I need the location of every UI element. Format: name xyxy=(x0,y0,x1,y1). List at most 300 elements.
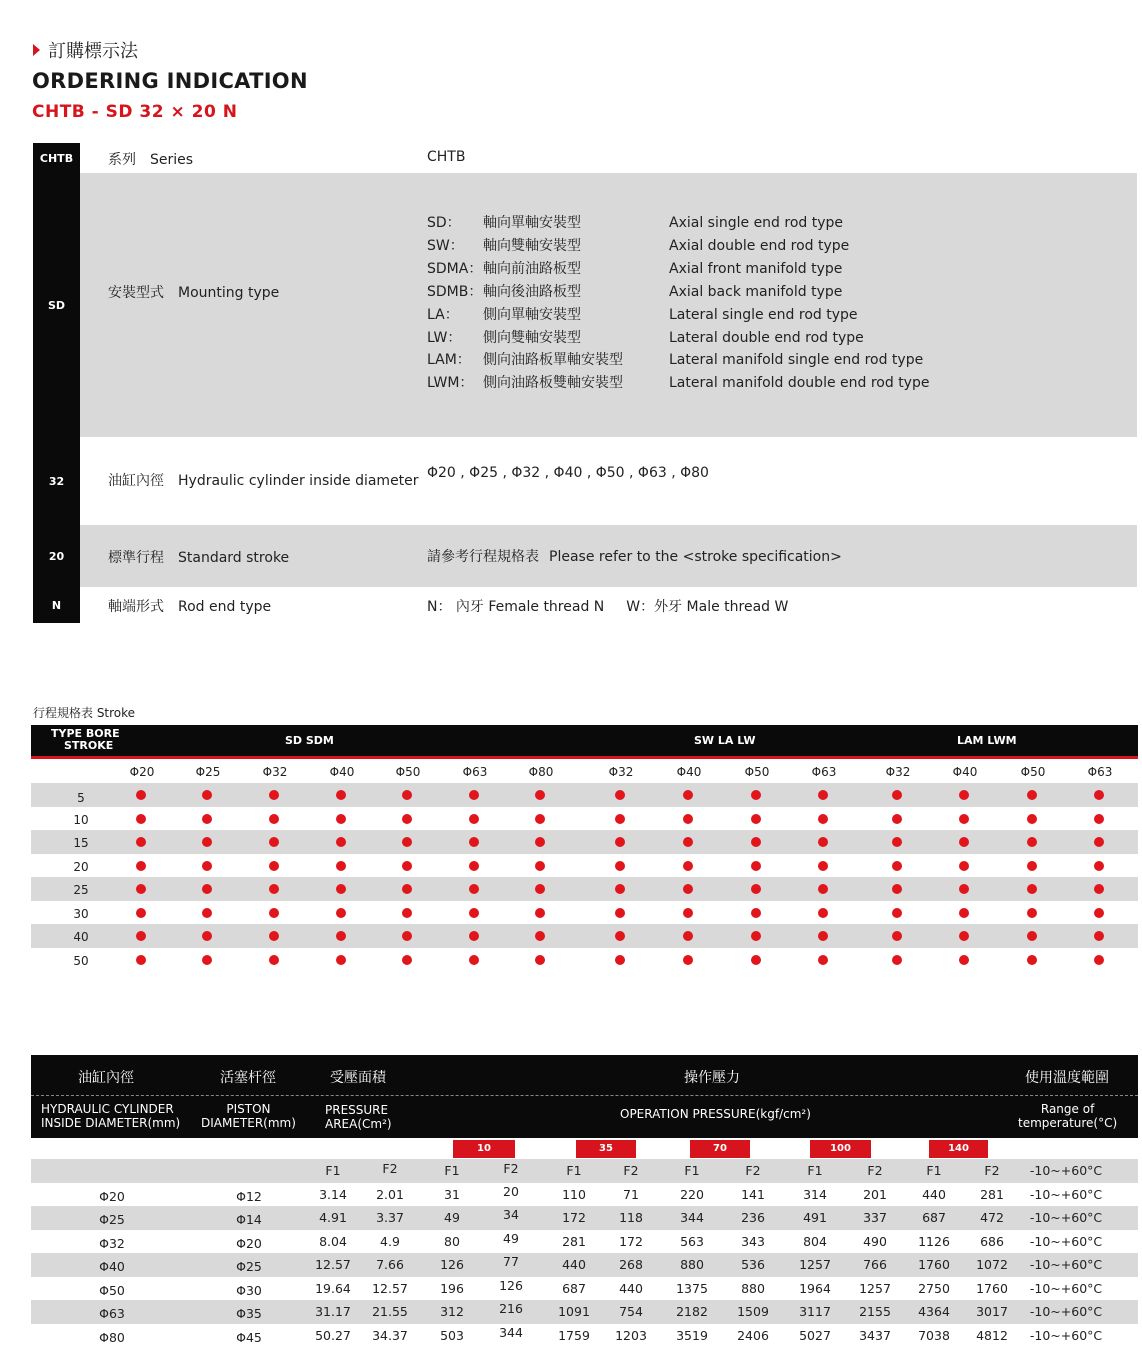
pressure-cell: 314 xyxy=(803,1186,827,1202)
head-zh-bore: 油缸內徑 xyxy=(78,1070,134,1086)
pressure-cell: 4.91 xyxy=(319,1210,347,1225)
stroke-value: 10 xyxy=(73,812,89,827)
availability-dot-icon xyxy=(1027,861,1037,871)
pressure-cell: -10~+60°C xyxy=(1029,1210,1103,1225)
mounting-code: LW： xyxy=(427,329,462,346)
pressure-cell: Φ20 xyxy=(99,1188,125,1204)
availability-dot-icon xyxy=(269,790,279,800)
availability-dot-icon xyxy=(683,814,693,824)
pressure-cell: 1509 xyxy=(737,1304,769,1319)
pressure-cell: 21.55 xyxy=(372,1304,408,1319)
bore-column-header: Φ80 xyxy=(528,765,554,779)
pressure-level-140: 140 xyxy=(929,1140,988,1158)
mounting-code: LWM： xyxy=(427,375,474,392)
stroke-row xyxy=(31,807,1138,831)
availability-dot-icon xyxy=(336,814,346,824)
pressure-cell: -10~+60°C xyxy=(1029,1304,1103,1319)
bore-column-header: Φ40 xyxy=(676,765,702,779)
availability-dot-icon xyxy=(615,908,625,918)
head-zh-area: 受壓面積 xyxy=(330,1070,386,1086)
bore-column-header: Φ63 xyxy=(1087,765,1113,779)
availability-dot-icon xyxy=(751,884,761,894)
availability-dot-icon xyxy=(615,790,625,800)
pressure-cell: 71 xyxy=(623,1186,639,1202)
type-bore-stroke-label: TYPE BORE STROKE xyxy=(51,727,120,752)
mounting-name-en: Axial front manifold type xyxy=(669,260,843,277)
availability-dot-icon xyxy=(402,884,412,894)
force-column-label: F2 xyxy=(984,1163,1000,1178)
ordering-row-stroke xyxy=(48,525,1137,587)
availability-dot-icon xyxy=(818,837,828,847)
availability-dot-icon xyxy=(269,814,279,824)
pressure-cell: 77 xyxy=(503,1254,519,1269)
availability-dot-icon xyxy=(1027,931,1037,941)
pressure-cell: 34 xyxy=(503,1207,519,1222)
pressure-cell: Φ20 xyxy=(236,1235,262,1251)
pressure-cell: -10~+60°C xyxy=(1029,1327,1103,1343)
group-label-lam-lwm: LAM LWM xyxy=(957,734,1017,747)
availability-dot-icon xyxy=(818,861,828,871)
availability-dot-icon xyxy=(751,837,761,847)
bore-column-header: Φ40 xyxy=(952,765,978,779)
order-code-example: CHTB - SD 32 × 20 N xyxy=(32,102,238,122)
pressure-cell: Φ30 xyxy=(236,1282,262,1298)
availability-dot-icon xyxy=(683,837,693,847)
availability-dot-icon xyxy=(1094,861,1104,871)
availability-dot-icon xyxy=(402,814,412,824)
pressure-level-10: 10 xyxy=(453,1140,515,1158)
pressure-cell: 236 xyxy=(741,1210,765,1225)
pressure-cell: 880 xyxy=(741,1280,765,1296)
pressure-cell: 50.27 xyxy=(315,1327,351,1343)
availability-dot-icon xyxy=(336,931,346,941)
section-subtitle xyxy=(33,38,138,62)
row-label: 標準行程 Standard stroke xyxy=(108,550,290,566)
availability-dot-icon xyxy=(959,814,969,824)
row-code: CHTB xyxy=(39,151,74,165)
pressure-cell: 118 xyxy=(619,1210,643,1225)
pressure-cell: 1964 xyxy=(799,1280,831,1296)
force-column-label: F2 xyxy=(867,1163,883,1178)
availability-dot-icon xyxy=(615,931,625,941)
mounting-name-zh: 軸向單軸安裝型 xyxy=(483,215,581,231)
availability-dot-icon xyxy=(959,837,969,847)
stroke-row xyxy=(31,901,1138,925)
pressure-cell: 491 xyxy=(803,1210,827,1225)
force-column-label: F1 xyxy=(684,1163,700,1178)
pressure-cell: 5027 xyxy=(799,1327,831,1343)
availability-dot-icon xyxy=(402,790,412,800)
availability-dot-icon xyxy=(892,861,902,871)
pressure-cell: 4812 xyxy=(976,1327,1008,1343)
availability-dot-icon xyxy=(1094,931,1104,941)
pressure-cell: Φ12 xyxy=(236,1188,262,1204)
pressure-cell: 687 xyxy=(922,1210,946,1225)
pressure-cell: 337 xyxy=(863,1210,887,1225)
stroke-value: 40 xyxy=(73,930,89,944)
availability-dot-icon xyxy=(535,790,545,800)
availability-dot-icon xyxy=(1094,814,1104,824)
stroke-value: 20 xyxy=(73,859,89,874)
group-label-sd-sdm: SD SDM xyxy=(285,734,334,747)
availability-dot-icon xyxy=(269,884,279,894)
availability-dot-icon xyxy=(892,955,902,965)
availability-dot-icon xyxy=(683,790,693,800)
pressure-table-row xyxy=(31,1300,1138,1324)
triangle-bullet-icon xyxy=(33,44,40,56)
pressure-cell: 220 xyxy=(680,1186,704,1202)
mounting-name-en: Axial single end rod type xyxy=(669,215,844,231)
bore-column-header: Φ32 xyxy=(262,765,288,779)
row-code: 32 xyxy=(48,474,65,488)
mounting-type-item xyxy=(427,235,849,257)
stroke-row xyxy=(31,924,1138,948)
pressure-cell: 490 xyxy=(863,1233,887,1249)
force-column-label: F2 xyxy=(503,1161,519,1176)
mounting-type-item xyxy=(427,349,923,371)
stroke-value: 25 xyxy=(73,883,89,897)
mounting-name-en: Axial back manifold type xyxy=(669,283,843,300)
pressure-cell: Φ25 xyxy=(236,1259,262,1274)
pressure-cell: 2.01 xyxy=(376,1186,404,1202)
ordering-row-series xyxy=(39,143,1137,173)
mounting-type-item xyxy=(427,372,929,394)
availability-dot-icon xyxy=(136,955,146,965)
mounting-type-item xyxy=(427,327,864,349)
availability-dot-icon xyxy=(683,931,693,941)
availability-dot-icon xyxy=(1094,884,1104,894)
availability-dot-icon xyxy=(683,861,693,871)
pressure-level-100: 100 xyxy=(810,1140,871,1158)
availability-dot-icon xyxy=(818,908,828,918)
pressure-cell: 3.37 xyxy=(376,1210,404,1225)
pressure-cell: 1126 xyxy=(918,1233,950,1249)
pressure-cell: 804 xyxy=(803,1233,827,1249)
bore-column-header: Φ40 xyxy=(329,765,355,779)
pressure-cell: 1091 xyxy=(558,1304,590,1319)
pressure-cell: 110 xyxy=(562,1186,586,1202)
pressure-table-header xyxy=(31,1055,1138,1138)
stroke-value: 5 xyxy=(77,791,85,805)
availability-dot-icon xyxy=(892,908,902,918)
availability-dot-icon xyxy=(751,908,761,918)
pressure-table-row xyxy=(31,1206,1138,1230)
pressure-cell: Φ80 xyxy=(99,1329,125,1345)
availability-dot-icon xyxy=(751,861,761,871)
stroke-table-header xyxy=(31,725,1138,756)
pressure-cell: 440 xyxy=(562,1257,586,1272)
availability-dot-icon xyxy=(202,884,212,894)
availability-dot-icon xyxy=(535,837,545,847)
pressure-cell: 172 xyxy=(619,1233,643,1249)
pressure-cell: 1257 xyxy=(799,1257,831,1272)
pressure-cell: 2750 xyxy=(918,1280,950,1296)
head-en-piston: PISTON DIAMETER(mm) xyxy=(201,1102,296,1130)
availability-dot-icon xyxy=(1027,837,1037,847)
availability-dot-icon xyxy=(402,955,412,965)
availability-dot-icon xyxy=(202,908,212,918)
availability-dot-icon xyxy=(535,814,545,824)
availability-dot-icon xyxy=(402,931,412,941)
pressure-cell: 80 xyxy=(444,1233,460,1249)
bore-column-header: Φ50 xyxy=(1020,765,1046,779)
mounting-type-item xyxy=(427,258,842,280)
stroke-value: 50 xyxy=(73,953,89,968)
pressure-cell: 31.17 xyxy=(315,1304,351,1319)
pressure-table-row xyxy=(31,1253,1138,1277)
availability-dot-icon xyxy=(1027,814,1037,824)
stroke-row xyxy=(31,830,1138,854)
row-value: N： 內牙 Female thread N W：外牙 Male thread W xyxy=(427,599,789,615)
availability-dot-icon xyxy=(892,814,902,824)
availability-dot-icon xyxy=(202,931,212,941)
availability-dot-icon xyxy=(336,908,346,918)
head-zh-piston: 活塞杆徑 xyxy=(220,1070,276,1086)
head-en-pressure: OPERATION PRESSURE(kgf/cm²) xyxy=(620,1107,811,1121)
availability-dot-icon xyxy=(818,884,828,894)
subtitle-text: 訂購標示法 xyxy=(48,41,138,62)
availability-dot-icon xyxy=(469,790,479,800)
ordering-table xyxy=(33,143,1137,623)
mounting-name-zh: 軸向後油路板型 xyxy=(483,283,581,300)
availability-dot-icon xyxy=(136,861,146,871)
pressure-table-row xyxy=(31,1230,1138,1254)
pressure-cell: 7.66 xyxy=(376,1257,404,1272)
pressure-table-row xyxy=(31,1324,1138,1348)
bore-column-header: Φ20 xyxy=(129,765,155,779)
mounting-name-zh: 側向油路板雙軸安裝型 xyxy=(483,375,623,392)
stroke-row xyxy=(31,783,1138,807)
availability-dot-icon xyxy=(469,931,479,941)
availability-dot-icon xyxy=(615,814,625,824)
pressure-cell: 3117 xyxy=(799,1304,831,1319)
mounting-type-item xyxy=(427,304,858,326)
pressure-cell: 216 xyxy=(499,1301,523,1316)
availability-dot-icon xyxy=(818,931,828,941)
pressure-cell: 141 xyxy=(741,1186,765,1202)
pressure-cell: -10~+60°C xyxy=(1029,1280,1103,1296)
availability-dot-icon xyxy=(469,884,479,894)
force-column-label: F2 xyxy=(745,1163,761,1178)
pressure-cell: 312 xyxy=(440,1304,464,1319)
pressure-cell: 1375 xyxy=(676,1280,708,1296)
force-column-label: -10~+60°C xyxy=(1029,1163,1103,1178)
pressure-cell: 440 xyxy=(922,1186,946,1202)
availability-dot-icon xyxy=(136,814,146,824)
pressure-cell: Φ50 xyxy=(99,1282,125,1298)
stroke-table-caption: 行程規格表 Stroke xyxy=(33,706,136,720)
group-label-sw-la-lw: SW LA LW xyxy=(694,734,756,747)
bore-column-header: Φ63 xyxy=(462,765,488,779)
pressure-cell: 172 xyxy=(562,1210,586,1225)
head-en-area: PRESSURE AREA(Cm²) xyxy=(325,1103,392,1131)
availability-dot-icon xyxy=(683,955,693,965)
row-label: 系列 Series xyxy=(108,152,194,168)
pressure-cell: -10~+60°C xyxy=(1029,1257,1103,1272)
pressure-level-70: 70 xyxy=(690,1140,750,1158)
bore-column-header: Φ63 xyxy=(811,765,837,779)
mounting-name-zh: 側向油路板單軸安裝型 xyxy=(483,352,623,369)
row-value: Φ20 , Φ25 , Φ32 , Φ40 , Φ50 , Φ63 , Φ80 xyxy=(427,465,709,481)
row-label: 軸端形式 Rod end type xyxy=(108,599,272,615)
availability-dot-icon xyxy=(1027,790,1037,800)
pressure-cell: 880 xyxy=(680,1257,704,1272)
availability-dot-icon xyxy=(402,861,412,871)
availability-dot-icon xyxy=(202,955,212,965)
availability-dot-icon xyxy=(818,955,828,965)
availability-dot-icon xyxy=(959,908,969,918)
availability-dot-icon xyxy=(959,955,969,965)
availability-dot-icon xyxy=(269,955,279,965)
pressure-cell: 7038 xyxy=(918,1327,950,1343)
ordering-row-bore xyxy=(48,437,1137,525)
availability-dot-icon xyxy=(959,884,969,894)
pressure-cell: 1072 xyxy=(976,1257,1008,1272)
mounting-name-zh: 軸向前油路板型 xyxy=(483,260,581,277)
row-label: 油缸內徑 Hydraulic cylinder inside diameter xyxy=(108,473,419,489)
pressure-cell: 503 xyxy=(440,1327,464,1343)
availability-dot-icon xyxy=(269,861,279,871)
stroke-value: 15 xyxy=(73,836,89,850)
pressure-cell: 3.14 xyxy=(319,1186,347,1202)
availability-dot-icon xyxy=(1094,955,1104,965)
mounting-code: LAM： xyxy=(427,352,471,369)
pressure-cell: 1760 xyxy=(918,1257,950,1272)
mounting-code: SW： xyxy=(427,237,464,254)
stroke-header-accent-line xyxy=(31,756,1138,759)
availability-dot-icon xyxy=(959,861,969,871)
availability-dot-icon xyxy=(202,861,212,871)
availability-dot-icon xyxy=(1094,837,1104,847)
availability-dot-icon xyxy=(202,790,212,800)
mounting-name-zh: 軸向雙軸安裝型 xyxy=(483,237,581,254)
availability-dot-icon xyxy=(469,814,479,824)
head-zh-temperature: 使用溫度範圍 xyxy=(1025,1070,1109,1086)
pressure-cell: 49 xyxy=(503,1230,519,1246)
availability-dot-icon xyxy=(892,931,902,941)
pressure-cell: 126 xyxy=(499,1277,523,1293)
availability-dot-icon xyxy=(1027,908,1037,918)
availability-dot-icon xyxy=(402,908,412,918)
pressure-cell: Φ25 xyxy=(99,1212,125,1227)
mounting-type-item xyxy=(427,281,842,303)
pressure-cell: 344 xyxy=(499,1324,523,1340)
availability-dot-icon xyxy=(615,837,625,847)
force-column-label: F1 xyxy=(444,1163,460,1178)
force-column-label: F2 xyxy=(382,1161,398,1176)
pressure-cell: 12.57 xyxy=(315,1257,351,1272)
pressure-cell: -10~+60°C xyxy=(1029,1233,1103,1249)
pressure-cell: 49 xyxy=(444,1210,460,1225)
pressure-table-row xyxy=(31,1277,1138,1301)
pressure-cell: 281 xyxy=(980,1186,1004,1202)
pressure-cell: 4.9 xyxy=(380,1233,400,1249)
availability-dot-icon xyxy=(136,837,146,847)
pressure-cell: 2182 xyxy=(676,1304,708,1319)
pressure-cell: 687 xyxy=(562,1280,586,1296)
pressure-cell: 20 xyxy=(503,1183,519,1199)
pressure-cell: Φ45 xyxy=(236,1329,262,1345)
pressure-cell: 281 xyxy=(562,1233,586,1249)
availability-dot-icon xyxy=(615,861,625,871)
ordering-row-rodend xyxy=(51,587,1137,623)
availability-dot-icon xyxy=(1094,908,1104,918)
pressure-cell: 268 xyxy=(619,1257,643,1272)
availability-dot-icon xyxy=(469,861,479,871)
pressure-cell: 34.37 xyxy=(372,1327,408,1343)
availability-dot-icon xyxy=(818,814,828,824)
pressure-cell: 536 xyxy=(741,1257,765,1272)
stroke-row xyxy=(31,948,1138,972)
pressure-cell: Φ14 xyxy=(236,1212,262,1227)
pressure-cell: -10~+60°C xyxy=(1029,1186,1103,1202)
pressure-cell: 472 xyxy=(980,1210,1004,1225)
pressure-cell: 201 xyxy=(863,1186,887,1202)
pressure-cell: Φ32 xyxy=(99,1235,125,1251)
force-column-label: F1 xyxy=(325,1163,341,1178)
mounting-name-zh: 側向雙軸安裝型 xyxy=(483,329,581,346)
availability-dot-icon xyxy=(136,884,146,894)
bore-column-header: Φ32 xyxy=(608,765,634,779)
availability-dot-icon xyxy=(535,861,545,871)
pressure-cell: 8.04 xyxy=(319,1233,347,1249)
mounting-code: SDMB： xyxy=(427,283,483,300)
pressure-cell: 1203 xyxy=(615,1327,647,1343)
bore-column-header: Φ32 xyxy=(885,765,911,779)
availability-dot-icon xyxy=(269,837,279,847)
mounting-code: SD： xyxy=(427,215,461,231)
pressure-cell: 3437 xyxy=(859,1327,891,1343)
mounting-type-item xyxy=(427,212,843,234)
availability-dot-icon xyxy=(535,884,545,894)
head-en-bore: HYDRAULIC CYLINDER INSIDE DIAMETER(mm) xyxy=(41,1102,181,1130)
availability-dot-icon xyxy=(892,837,902,847)
mounting-name-en: Lateral manifold double end rod type xyxy=(669,375,930,392)
availability-dot-icon xyxy=(751,790,761,800)
pressure-cell: 2155 xyxy=(859,1304,891,1319)
availability-dot-icon xyxy=(136,931,146,941)
mounting-name-en: Axial double end rod type xyxy=(669,237,850,254)
availability-dot-icon xyxy=(1027,955,1037,965)
pressure-cell: 4364 xyxy=(918,1304,950,1319)
availability-dot-icon xyxy=(269,931,279,941)
availability-dot-icon xyxy=(751,955,761,965)
pressure-cell: 686 xyxy=(980,1233,1004,1249)
availability-dot-icon xyxy=(336,955,346,965)
pressure-cell: 344 xyxy=(680,1210,704,1225)
pressure-cell: 126 xyxy=(440,1257,464,1272)
page-title: ORDERING INDICATION xyxy=(32,69,308,93)
row-code: N xyxy=(51,598,62,612)
row-code: SD xyxy=(47,298,66,312)
availability-dot-icon xyxy=(336,837,346,847)
availability-dot-icon xyxy=(535,955,545,965)
pressure-cell: 3519 xyxy=(676,1327,708,1343)
mounting-name-en: Lateral double end rod type xyxy=(669,329,864,346)
pressure-level-35: 35 xyxy=(576,1140,636,1158)
mounting-name-en: Lateral manifold single end rod type xyxy=(669,352,924,369)
pressure-cell: 19.64 xyxy=(315,1280,351,1296)
availability-dot-icon xyxy=(683,908,693,918)
bore-column-header: Φ25 xyxy=(195,765,221,779)
availability-dot-icon xyxy=(683,884,693,894)
availability-dot-icon xyxy=(202,837,212,847)
row-value: 請參考行程規格表 Please refer to the <stroke specification> xyxy=(427,549,842,565)
mounting-name-en: Lateral single end rod type xyxy=(669,306,858,323)
availability-dot-icon xyxy=(892,884,902,894)
availability-dot-icon xyxy=(751,814,761,824)
bore-column-header: Φ50 xyxy=(395,765,421,779)
